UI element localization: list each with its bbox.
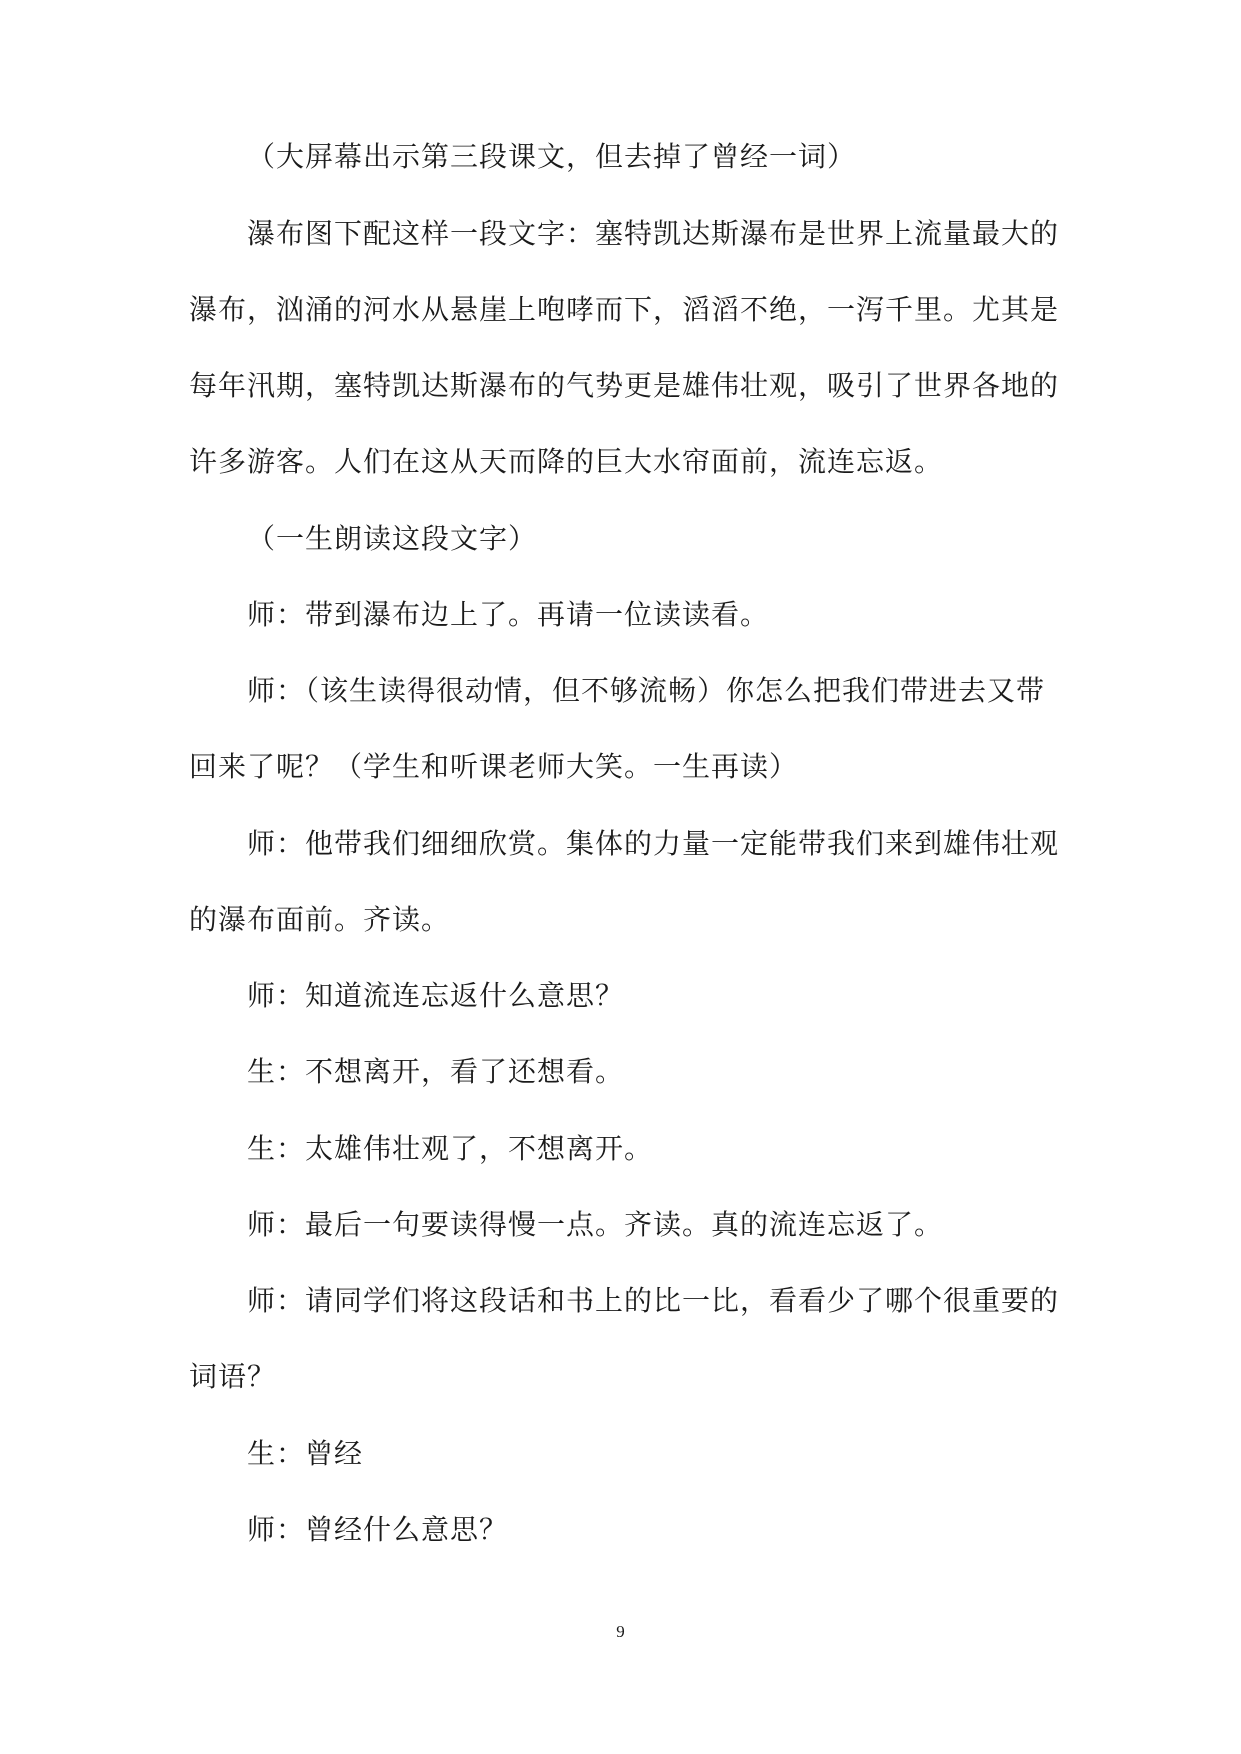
paragraph-line: （大屏幕出示第三段课文，但去掉了曾经一词） bbox=[247, 140, 857, 173]
paragraph-line: 许多游客。人们在这从天而降的巨大水帘面前，流连忘返。 bbox=[189, 445, 944, 478]
paragraph-line: 师：曾经什么意思？ bbox=[247, 1513, 509, 1546]
paragraph-line: 师：请同学们将这段话和书上的比一比，看看少了哪个很重要的 bbox=[247, 1284, 1060, 1317]
paragraph-line: 师：知道流连忘返什么意思？ bbox=[247, 979, 625, 1012]
paragraph-line: 师：他带我们细细欣赏。集体的力量一定能带我们来到雄伟壮观 bbox=[247, 827, 1060, 860]
paragraph-line: 瀑布，汹涌的河水从悬崖上咆哮而下，滔滔不绝，一泻千里。尤其是 bbox=[189, 293, 1060, 326]
paragraph-line: 生：太雄伟壮观了，不想离开。 bbox=[247, 1132, 654, 1165]
paragraph-line: 师：带到瀑布边上了。再请一位读读看。 bbox=[247, 598, 770, 631]
paragraph-line: 生：不想离开，看了还想看。 bbox=[247, 1055, 625, 1088]
paragraph-line: 师：（该生读得很动情，但不够流畅）你怎么把我们带进去又带 bbox=[247, 674, 1046, 707]
paragraph-line: 生：曾经 bbox=[247, 1437, 364, 1470]
page-number: 9 bbox=[616, 1622, 625, 1641]
paragraph-line: 瀑布图下配这样一段文字：塞特凯达斯瀑布是世界上流量最大的 bbox=[247, 217, 1060, 250]
paragraph-line: 师：最后一句要读得慢一点。齐读。真的流连忘返了。 bbox=[247, 1208, 944, 1241]
paragraph-line: 的瀑布面前。齐读。 bbox=[189, 903, 451, 936]
paragraph-line: 词语？ bbox=[189, 1360, 277, 1393]
paragraph-line: 每年汛期，塞特凯达斯瀑布的气势更是雄伟壮观，吸引了世界各地的 bbox=[189, 369, 1060, 402]
paragraph-line: （一生朗读这段文字） bbox=[247, 522, 538, 555]
paragraph-line: 回来了呢？（学生和听课老师大笑。一生再读） bbox=[189, 750, 799, 783]
